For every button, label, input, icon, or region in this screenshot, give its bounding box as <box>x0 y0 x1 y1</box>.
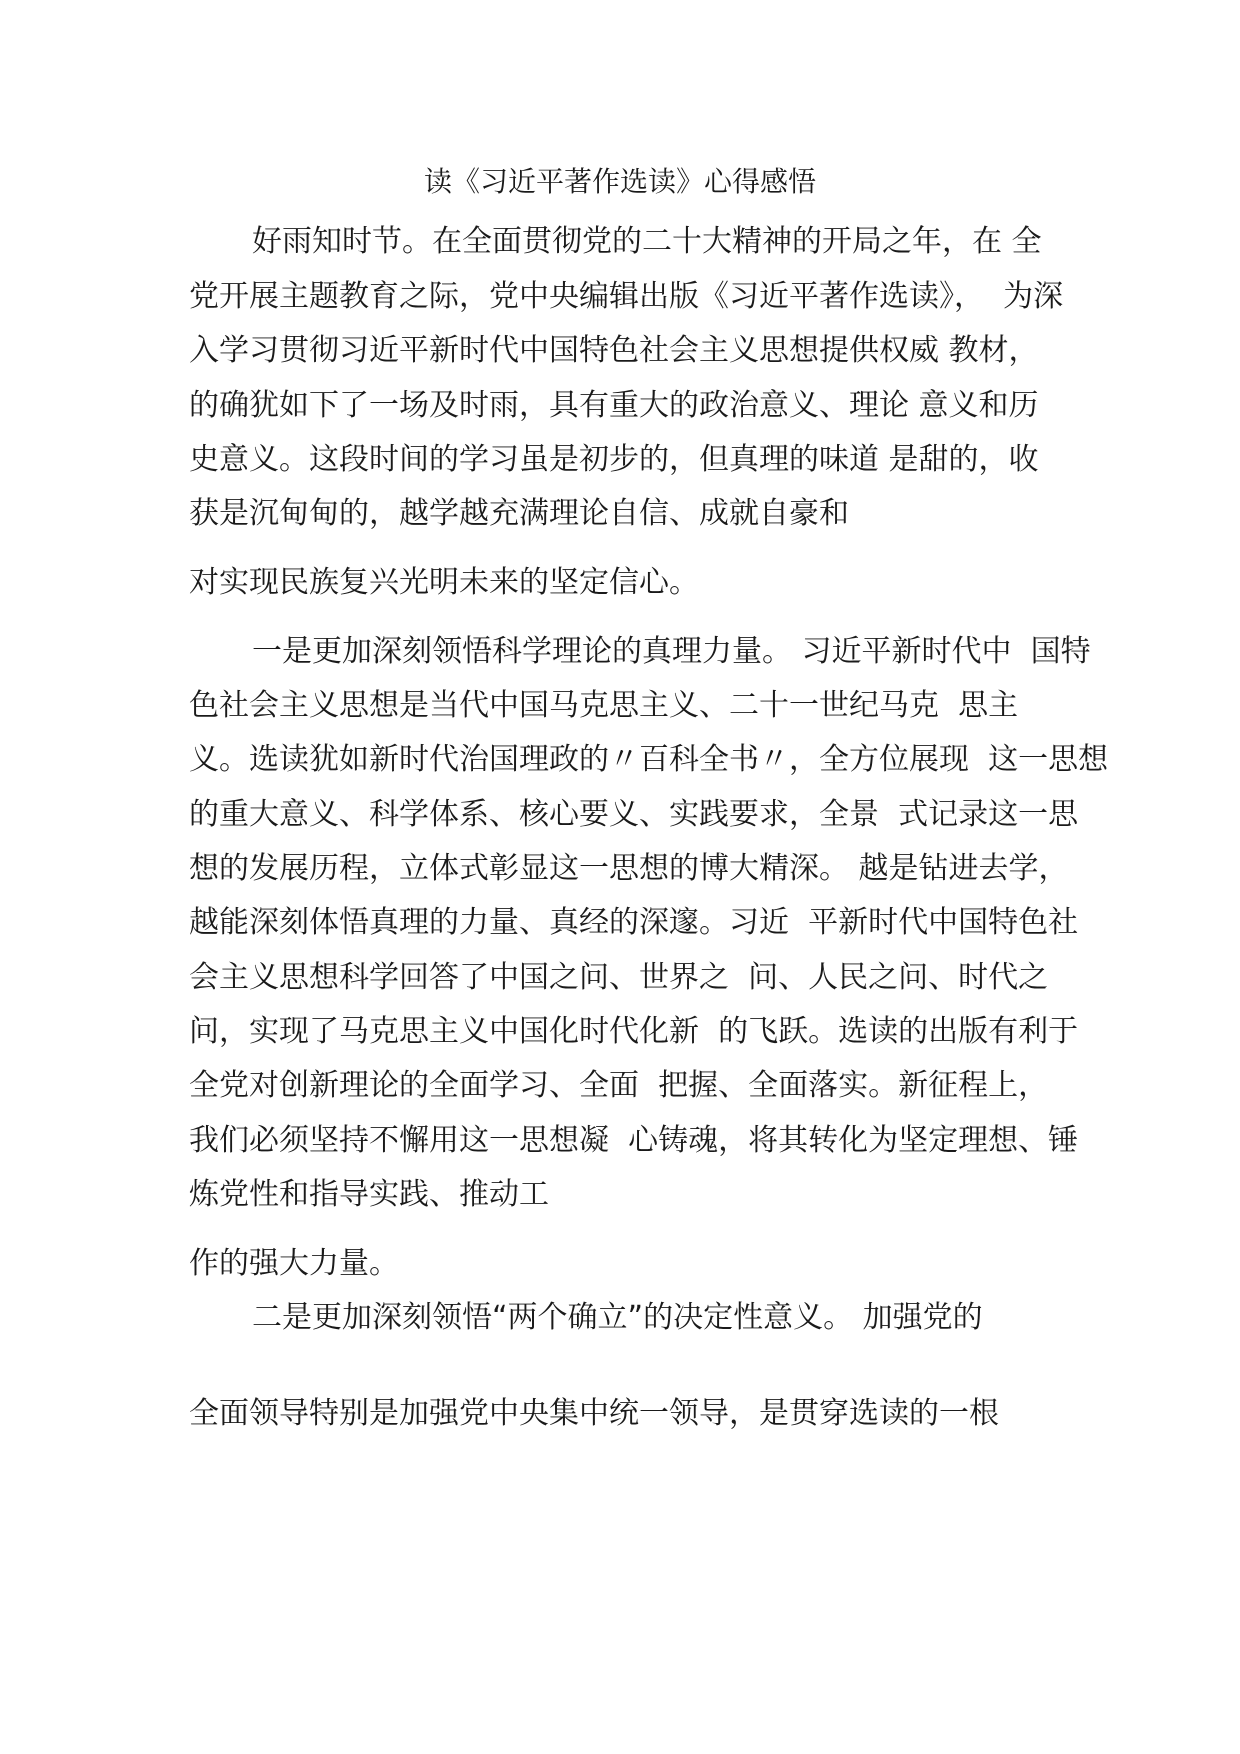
body-line: 作的强大力量。 <box>189 1246 399 1281</box>
body-line: 史意义。这段时间的学习虽是初步的，但真理的味道 是甜的，收 <box>189 442 1039 477</box>
body-line: 党开展主题教育之际，党中央编辑出版《习近平著作选读》， 为深 <box>189 279 1064 314</box>
body-line: 的确犹如下了一场及时雨，具有重大的政治意义、理论 意义和历 <box>189 388 1039 423</box>
body-line: 越能深刻体悟真理的力量、真经的深邃。习近 平新时代中国特色社 <box>189 905 1079 940</box>
body-line: 入学习贯彻习近平新时代中国特色社会主义思想提供权威 教材， <box>189 333 1039 368</box>
body-line: 色社会主义思想是当代中国马克思主义、二十一世纪马克 思主 <box>189 688 1019 723</box>
body-line: 好雨知时节。在全面贯彻党的二十大精神的开局之年，在 全 <box>252 224 1042 259</box>
body-line: 义。选读犹如新时代治国理政的〃百科全书〃，全方位展现 这一思想 <box>189 742 1109 777</box>
body-line: 炼党性和指导实践、推动工 <box>189 1177 549 1212</box>
body-line: 会主义思想科学回答了中国之问、世界之 问、人民之问、时代之 <box>189 960 1049 995</box>
body-line: 二是更加深刻领悟“两个确立”的决定性意义。 加强党的 <box>252 1300 983 1335</box>
body-line: 全党对创新理论的全面学习、全面 把握、全面落实。新征程上， <box>189 1068 1049 1103</box>
body-line: 一是更加深刻领悟科学理论的真理力量。 习近平新时代中 国特 <box>252 634 1091 669</box>
document-title: 读《习近平著作选读》心得感悟 <box>423 165 816 198</box>
body-line: 获是沉甸甸的，越学越充满理论自信、成就自豪和 <box>189 496 849 531</box>
body-line: 的重大意义、科学体系、核心要义、实践要求，全景 式记录这一思 <box>189 797 1079 832</box>
body-line: 对实现民族复兴光明未来的坚定信心。 <box>189 565 699 600</box>
body-line: 全面领导特别是加强党中央集中统一领导，是贯穿选读的一根 <box>189 1396 999 1431</box>
body-line: 问，实现了马克思主义中国化时代化新 的飞跃。选读的出版有利于 <box>189 1014 1079 1049</box>
body-line: 想的发展历程，立体式彰显这一思想的博大精深。 越是钻进去学， <box>189 851 1069 886</box>
body-line: 我们必须坚持不懈用这一思想凝 心铸魂，将其转化为坚定理想、锤 <box>189 1123 1079 1158</box>
